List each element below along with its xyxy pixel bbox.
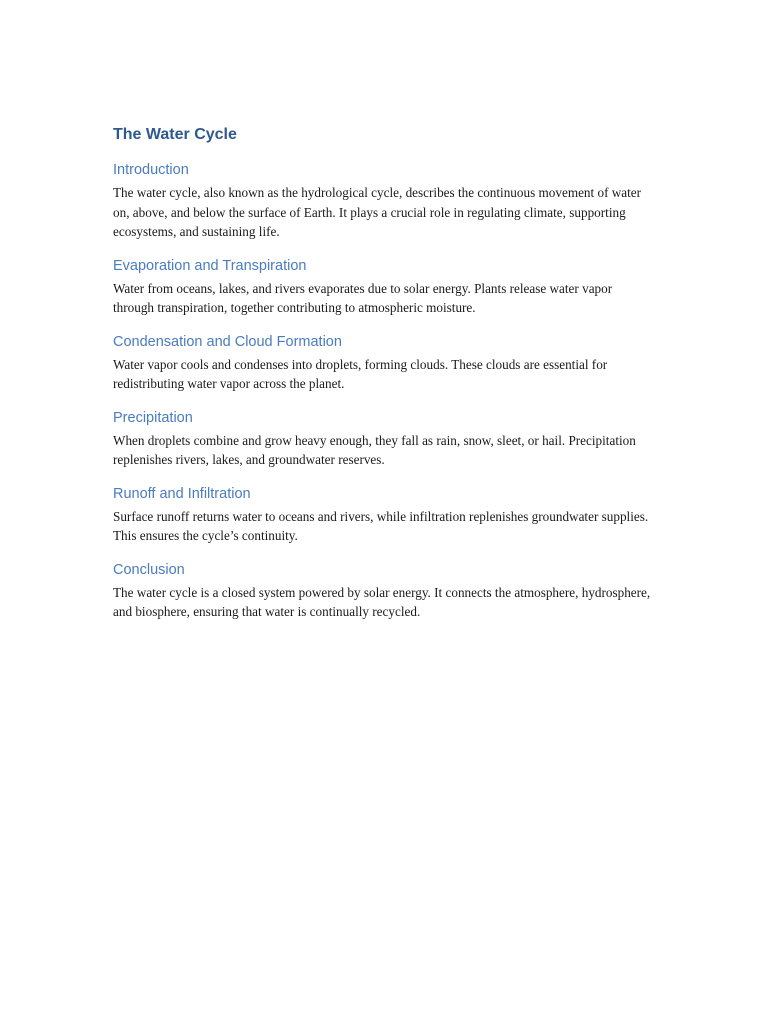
section-heading: Precipitation <box>113 409 193 426</box>
section-body: When droplets combine and grow heavy enough, they fall as rain, snow, sleet, or hail. Precipitation replenishes rivers, lakes, and groundwater reserves. <box>113 432 636 467</box>
section-heading: Condensation and Cloud Formation <box>113 333 342 350</box>
section-body: The water cycle, also known as the hydrological cycle, describes the continuous movement of water on, above, and below the surface of Earth. It plays a crucial role in regulating climate, supporting ecosystems, and sustaining life. <box>113 185 642 239</box>
section-heading: Evaporation and Transpiration <box>113 257 307 274</box>
section-introduction <box>113 160 653 242</box>
document-content <box>113 124 653 636</box>
document-title: The Water Cycle <box>113 126 237 143</box>
section-heading: Conclusion <box>113 561 185 578</box>
section-condensation <box>113 332 653 394</box>
section-conclusion <box>113 560 653 622</box>
section-heading: Introduction <box>113 162 189 178</box>
section-runoff <box>113 484 653 546</box>
section-precipitation <box>113 408 653 470</box>
section-body: Water vapor cools and condenses into droplets, forming clouds. These clouds are essential for redistributing water vapor across the planet. <box>113 356 608 391</box>
section-heading: Runoff and Infiltration <box>113 485 251 502</box>
section-evaporation <box>113 256 653 318</box>
section-body: Surface runoff returns water to oceans and rivers, while infiltration replenishes groundwater supplies. This ensures the cycle’s continuity. <box>113 508 649 543</box>
section-body: Water from oceans, lakes, and rivers evaporates due to solar energy. Plants release water vapor through transpiration, together contributing to atmospheric moisture. <box>113 280 613 315</box>
section-body: The water cycle is a closed system powered by solar energy. It connects the atmosphere, hydrosphere, and biosphere, ensuring that water is continually recycled. <box>113 584 651 619</box>
